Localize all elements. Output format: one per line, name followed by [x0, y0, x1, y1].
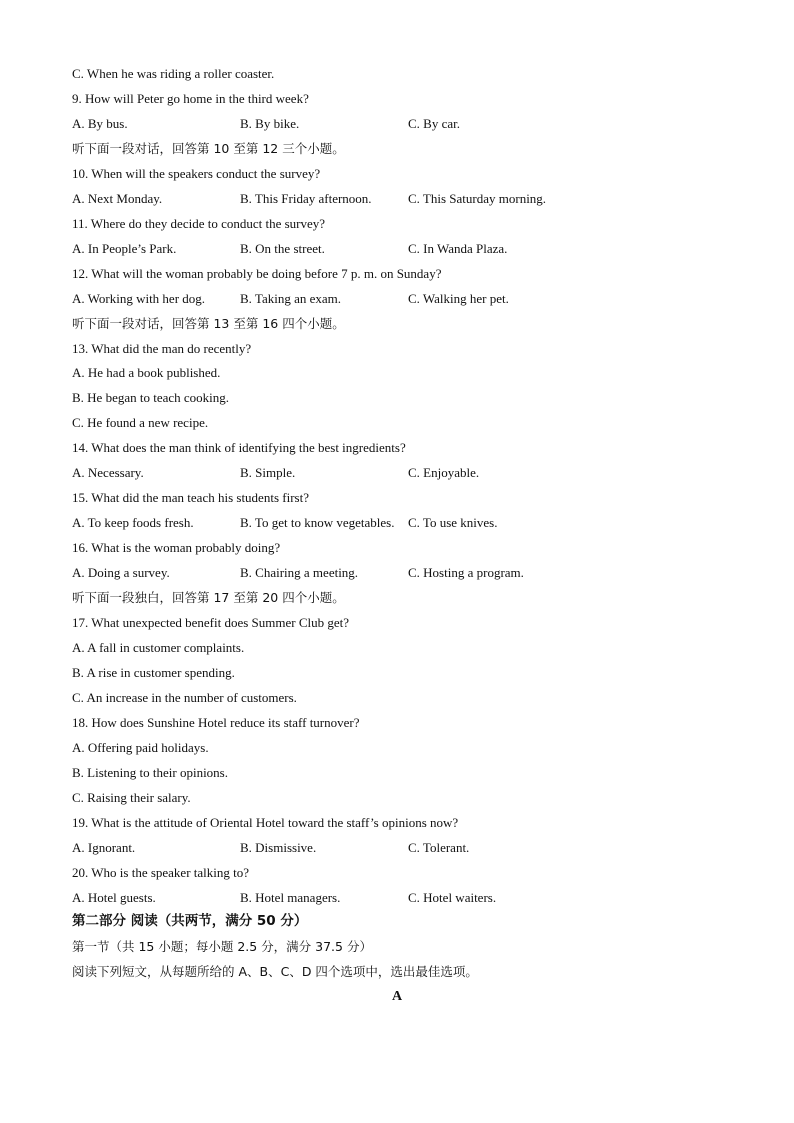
q9-option-c: C. By car. — [408, 116, 460, 131]
q9-option-b: B. By bike. — [240, 116, 300, 131]
q11-option-c: C. In Wanda Plaza. — [408, 241, 508, 256]
q19-option-a: A. Ignorant. — [72, 840, 136, 855]
q20-option-b: B. Hotel managers. — [240, 890, 341, 905]
q12-option-a: A. Working with her dog. — [72, 291, 206, 306]
q10-option-a: A. Next Monday. — [72, 191, 163, 206]
question-12: 12. What will the woman probably be doing before 7 p. m. on Sunday? — [72, 266, 442, 281]
section-instruction-17-20: 听下面一段独白，回答第 17 至第 20 四个小题。 — [72, 590, 345, 605]
q12-option-c: C. Walking her pet. — [408, 291, 509, 306]
q14-option-b: B. Simple. — [240, 465, 296, 480]
q18-option-c: C. Raising their salary. — [72, 790, 191, 805]
q18-option-a: A. Offering paid holidays. — [72, 740, 209, 755]
section-instruction-10-12: 听下面一段对话，回答第 10 至第 12 三个小题。 — [72, 141, 345, 156]
q17-option-c: C. An increase in the number of customers. — [72, 690, 297, 705]
q13-option-a: A. He had a book published. — [72, 365, 221, 380]
question-16: 16. What is the woman probably doing? — [72, 540, 281, 555]
question-15: 15. What did the man teach his students first? — [72, 490, 309, 505]
question-11: 11. Where do they decide to conduct the survey? — [72, 216, 326, 231]
q10-option-c: C. This Saturday morning. — [408, 191, 547, 206]
q14-option-c: C. Enjoyable. — [408, 465, 480, 480]
q12-option-b: B. Taking an exam. — [240, 291, 342, 306]
reading-instruction: 阅读下列短文，从每题所给的 A、B、C、D 四个选项中，选出最佳选项。 — [72, 964, 478, 979]
q16-option-c: C. Hosting a program. — [408, 565, 524, 580]
q16-option-b: B. Chairing a meeting. — [240, 565, 359, 580]
q15-option-a: A. To keep foods fresh. — [72, 515, 194, 530]
q9-option-a: A. By bus. — [72, 116, 128, 131]
q20-option-c: C. Hotel waiters. — [408, 890, 497, 905]
q19-option-c: C. Tolerant. — [408, 840, 470, 855]
question-13: 13. What did the man do recently? — [72, 341, 252, 356]
q17-option-a: A. A fall in customer complaints. — [72, 640, 245, 655]
question-14: 14. What does the man think of identifying the best ingredients? — [72, 440, 406, 455]
part-two-heading: 第二部分 阅读（共两节，满分 50 分） — [72, 913, 308, 929]
q20-option-a: A. Hotel guests. — [72, 890, 156, 905]
q14-option-a: A. Necessary. — [72, 465, 144, 480]
q16-option-a: A. Doing a survey. — [72, 565, 170, 580]
q18-option-b: B. Listening to their opinions. — [72, 765, 228, 780]
q13-option-b: B. He began to teach cooking. — [72, 390, 230, 405]
section-instruction-13-16: 听下面一段对话，回答第 13 至第 16 四个小题。 — [72, 316, 345, 331]
q17-option-b: B. A rise in customer spending. — [72, 665, 235, 680]
question-20: 20. Who is the speaker talking to? — [72, 865, 250, 880]
question-9: 9. How will Peter go home in the third week? — [72, 91, 309, 106]
q15-option-b: B. To get to know vegetables. — [240, 515, 395, 530]
section-one-heading: 第一节（共 15 小题；每小题 2.5 分，满分 37.5 分） — [72, 939, 372, 954]
question-18: 18. How does Sunshine Hotel reduce its staff turnover? — [72, 715, 360, 730]
passage-label: A — [391, 989, 403, 1004]
q8-option-c: C. When he was riding a roller coaster. — [72, 66, 275, 81]
q11-option-a: A. In People’s Park. — [72, 241, 177, 256]
q13-option-c: C. He found a new recipe. — [72, 415, 209, 430]
q19-option-b: B. Dismissive. — [240, 840, 317, 855]
question-10: 10. When will the speakers conduct the survey? — [72, 166, 321, 181]
question-17: 17. What unexpected benefit does Summer Club get? — [72, 615, 350, 630]
q10-option-b: B. This Friday afternoon. — [240, 191, 372, 206]
question-19: 19. What is the attitude of Oriental Hotel toward the staff’s opinions now? — [72, 815, 459, 830]
q11-option-b: B. On the street. — [240, 241, 325, 256]
q15-option-c: C. To use knives. — [408, 515, 498, 530]
